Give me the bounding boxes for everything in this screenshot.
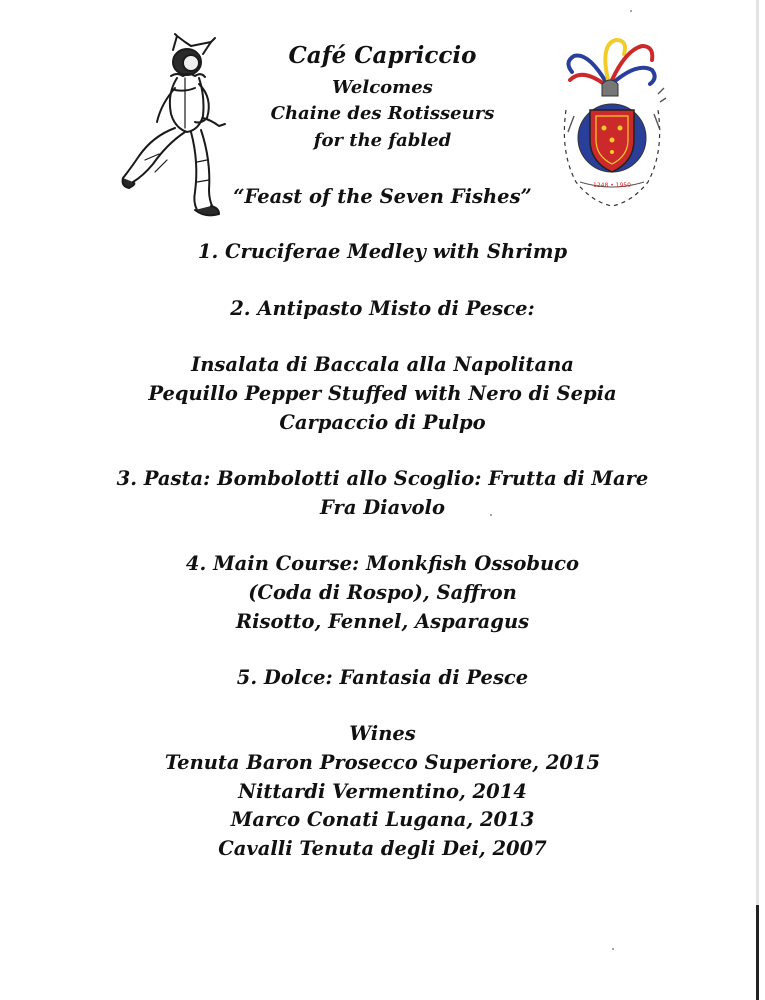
wine-item: Cavalli Tenuta degli Dei, 2007 [218,837,547,860]
course-4-cont: Risotto, Fennel, Asparagus [235,610,530,633]
scan-edge-shadow [756,905,759,1000]
wine-item: Marco Conati Lugana, 2013 [230,808,535,831]
welcomes-line: Welcomes [332,77,433,98]
fabled-line: for the fabled [313,130,452,151]
course-2: 2. Antipasto Misto di Pesce: [230,297,535,320]
course-5: 5. Dolce: Fantasia di Pesce [236,666,529,689]
antipasto-item: Carpaccio di Pulpo [279,411,486,434]
society-name: Chaine des Rotisseurs [270,103,495,124]
course-3: 3. Pasta: Bombolotti allo Scoglio: Frutta di Mare [116,467,649,490]
course-4-cont: (Coda di Rospo), Saffron [248,581,517,604]
antipasto-item: Insalata di Baccala alla Napolitana [191,353,574,376]
course-3-cont: Fra Diavolo [320,496,445,519]
course-4: 4. Main Course: Monkfish Ossobuco [185,552,580,575]
scan-speck [630,10,632,12]
antipasto-item: Pequillo Pepper Stuffed with Nero di Sepia [148,382,617,405]
event-title: “Feast of the Seven Fishes” [233,185,532,208]
scan-speck [612,948,614,950]
restaurant-name: Café Capriccio [288,42,477,69]
wine-item: Nittardi Vermentino, 2014 [238,780,527,803]
wines-heading: Wines [349,722,416,745]
course-1: 1. Cruciferae Medley with Shrimp [197,240,568,263]
crest-dates: 1248 • 1950 [593,182,631,189]
wine-item: Tenuta Baron Prosecco Superiore, 2015 [164,751,601,774]
